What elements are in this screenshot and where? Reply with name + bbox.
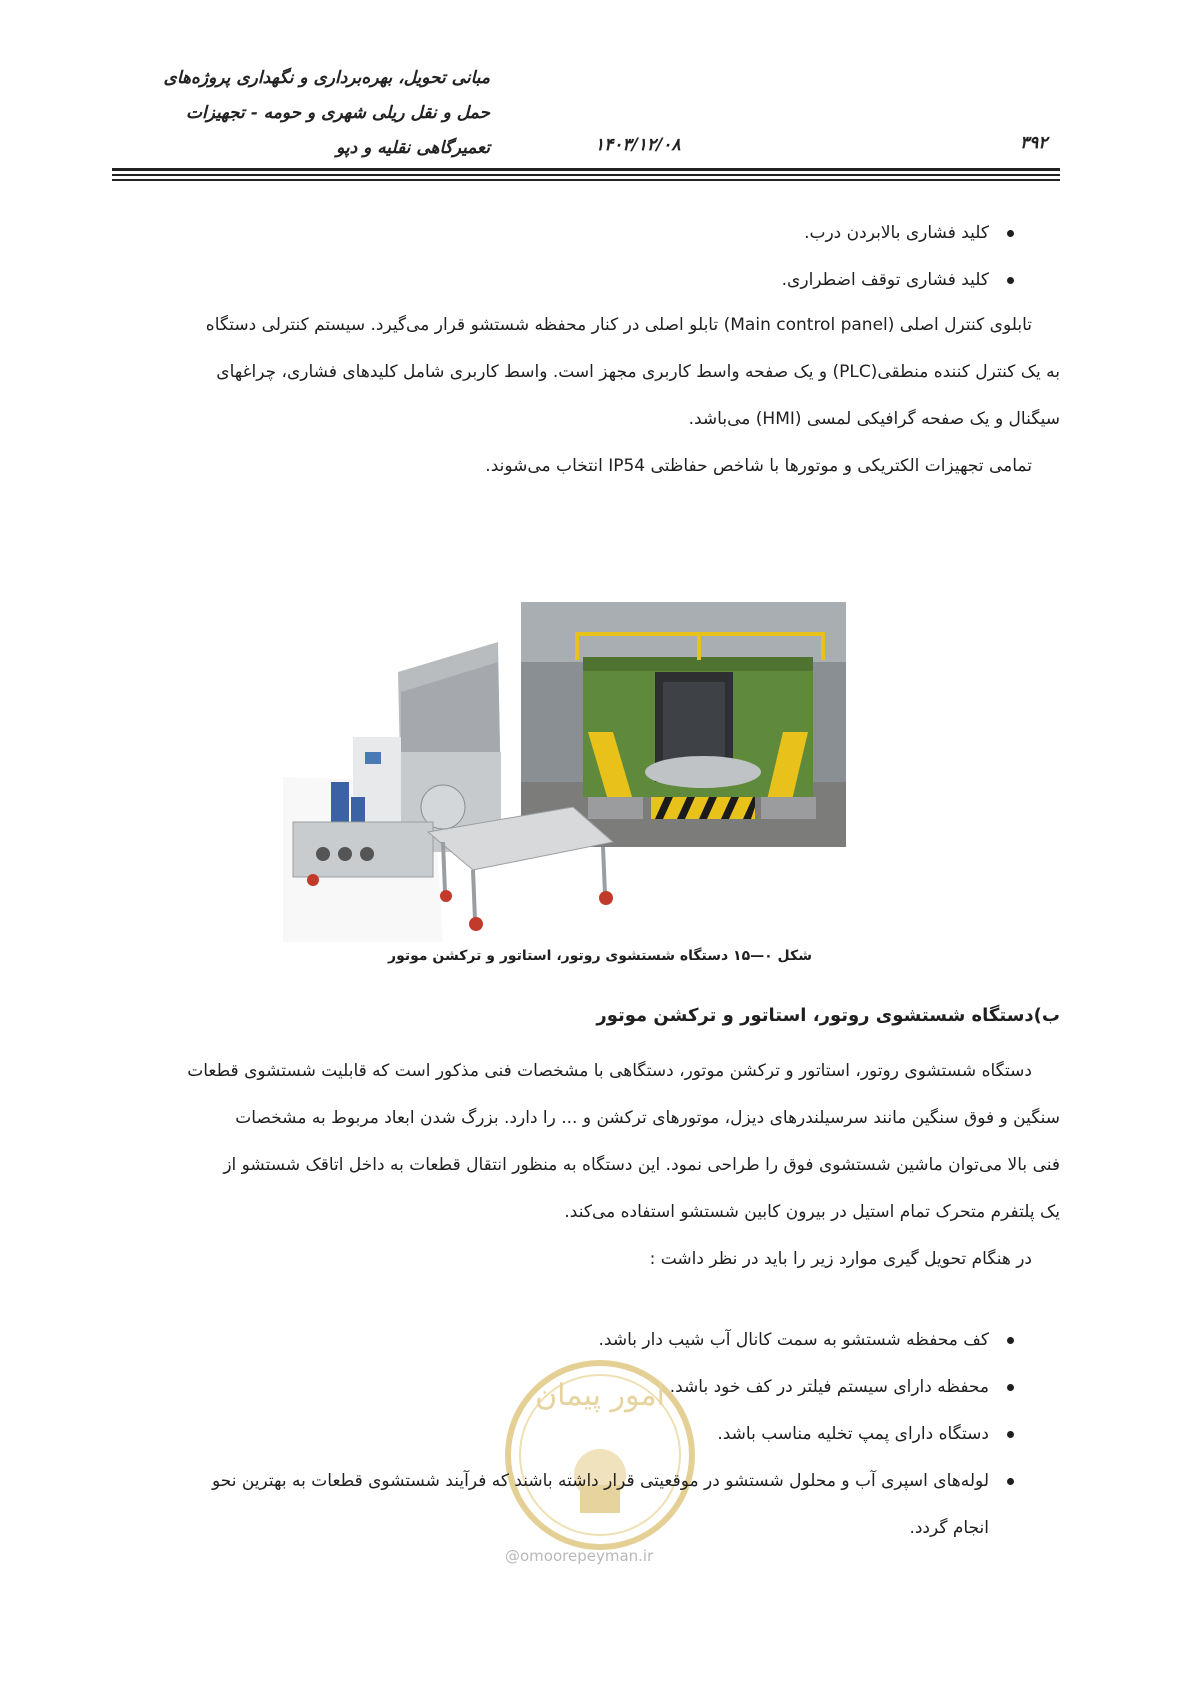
washing-machine-photo: [283, 602, 846, 942]
bullet-icon: [1007, 277, 1014, 284]
header-date: ۱۴۰۳/۱۲/۰۸: [595, 135, 681, 155]
bullet-icon: [1007, 1478, 1014, 1485]
watermark-text: امور پیمان: [535, 1378, 665, 1413]
delivery-note: در هنگام تحویل گیری موارد زیر را باید در نظر داشت :: [649, 1249, 1032, 1269]
page-number: ۳۹۲: [1020, 133, 1048, 153]
header-title-line-2: حمل و نقل ریلی شهری و حومه - تجهیزات: [185, 103, 490, 123]
paragraph-line: سنگین و فوق سنگین مانند سرسیلندرهای دیزل، موتورهای ترکشن و ... را دارد. بزرگ شدن ابعاد مربوط به مشخصات: [235, 1108, 1060, 1128]
list-item: [212, 1458, 1014, 1505]
list-item-text: لوله‌های اسپری آب و محلول شستشو در موقعیتی قرار داشته باشند که فرآیند شستشوی قطعات به بهترین نحو: [211, 1471, 989, 1491]
list-item-continuation: انجام گردد.: [909, 1518, 989, 1538]
list-item: [804, 210, 1014, 257]
section-title: ب)دستگاه شستشوی روتور، استاتور و ترکشن موتور: [596, 1005, 1060, 1026]
paragraph-line: به یک کنترل کننده منطقی(PLC) و یک صفحه واسط کاربری مجهز است. واسط کاربری شامل کلیدهای فشاری، چراغهای: [216, 362, 1060, 382]
figure-caption: شکل ۰—۱۵ دستگاه شستشوی روتور، استاتور و ترکشن موتور: [388, 948, 812, 964]
list-item: [782, 257, 1014, 304]
list-item-text: کلید فشاری توقف اضطراری.: [781, 270, 989, 290]
list-item-text: کف محفظه شستشو به سمت کانال آب شیب دار باشد.: [598, 1330, 989, 1350]
list-item-text: کلید فشاری بالابردن درب.: [804, 223, 989, 243]
list-item: [717, 1411, 1014, 1458]
paragraph-line: تابلوی کنترل اصلی (Main control panel) تابلو اصلی در کنار محفظه شستشو قرار می‌گیرد. سیستم کنترلی دستگاه: [205, 315, 1032, 335]
paragraph-line: یک پلتفرم متحرک تمام استیل در بیرون کابین شستشو استفاده می‌کند.: [564, 1202, 1060, 1222]
header-title-line-1: مبانی تحویل، بهره‌برداری و نگهداری پروژه‌های: [163, 68, 490, 88]
list-item: [670, 1364, 1014, 1411]
watermark-url: @omoorepeyman.ir: [505, 1547, 654, 1565]
paragraph-line: سیگنال و یک صفحه گرافیکی لمسی (HMI) می‌باشد.: [688, 409, 1060, 429]
bullet-icon: [1007, 1384, 1014, 1391]
header-title-line-3: تعمیرگاهی نقلیه و دپو: [336, 138, 490, 158]
list-item-text: محفظه دارای سیستم فیلتر در کف خود باشد.: [669, 1377, 989, 1397]
header-rule: [112, 174, 1060, 176]
paragraph-line: دستگاه شستشوی روتور، استاتور و ترکشن موتور، دستگاهی با مشخصات فنی مذکور است که قابلیت شستشوی قطعات: [187, 1061, 1032, 1081]
bullet-icon: [1007, 1337, 1014, 1344]
bullet-icon: [1007, 1431, 1014, 1438]
list-item-text: دستگاه دارای پمپ تخلیه مناسب باشد.: [717, 1424, 989, 1444]
bullet-icon: [1007, 230, 1014, 237]
header-rule: [112, 168, 1060, 171]
header-rule: [112, 179, 1060, 181]
paragraph-ip54: تمامی تجهیزات الکتریکی و موتورها با شاخص حفاظتی IP54 انتخاب می‌شوند.: [485, 456, 1032, 476]
paragraph-line: فنی بالا می‌توان ماشین شستشوی فوق را طراحی نمود. این دستگاه به منظور انتقال قطعات به داخل اتاقک شستشو از: [223, 1155, 1060, 1175]
list-item: [599, 1317, 1014, 1364]
